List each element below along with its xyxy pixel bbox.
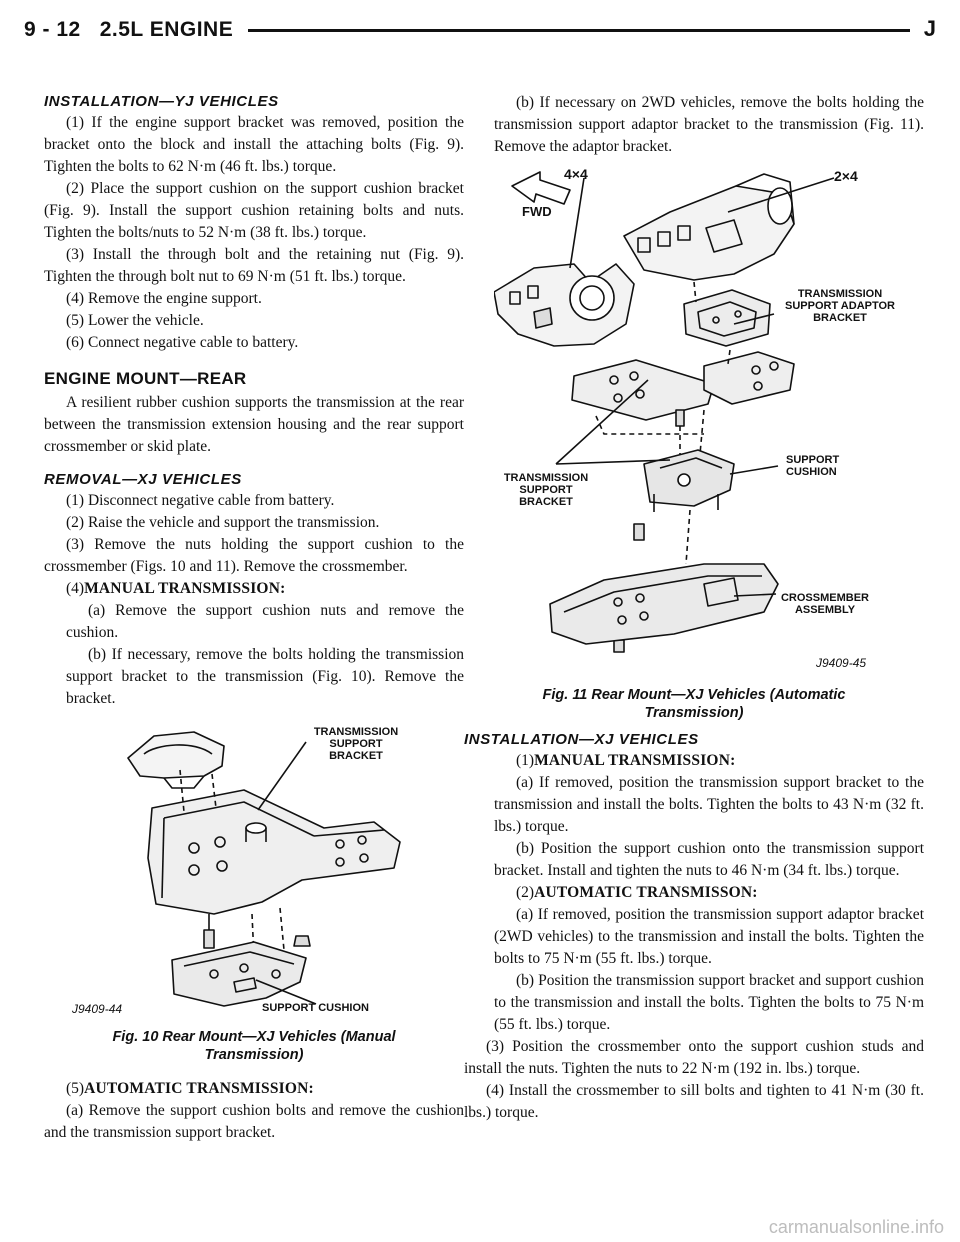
fig11-label-crossmember: CROSSMEMBER ASSEMBLY bbox=[780, 592, 869, 616]
step-install-2b: (b) Position the transmission support bracket and support cushion to the transmission and install the bolts. Tighten the bolts to 75 N·m (55 ft. lbs.) torque. bbox=[494, 972, 924, 1033]
step-removal-5: (5)AUTOMATIC TRANSMISSION: bbox=[66, 1080, 314, 1097]
step-install-1b: (b) Position the support cushion onto the transmission support bracket. Install and tighten the nuts to 46 N·m (34 ft. lbs.) torque. bbox=[494, 840, 924, 879]
install-automatic-label: AUTOMATIC TRANSMISSON: bbox=[534, 884, 758, 901]
figure-10 bbox=[44, 718, 464, 1078]
step-removal-4a: (a) Remove the support cushion nuts and remove the cushion. bbox=[66, 602, 464, 641]
header-rule bbox=[248, 29, 910, 32]
fig11-label-cushion: SUPPORT CUSHION bbox=[786, 454, 840, 478]
left-column bbox=[44, 92, 464, 1144]
fig10-caption: Fig. 10 Rear Mount—XJ Vehicles (Manual Transmission) bbox=[112, 1029, 396, 1063]
fig11-label-4x4: 4×4 bbox=[564, 166, 588, 182]
step-removal-2: (2) Raise the vehicle and support the transmission. bbox=[66, 514, 380, 531]
fig10-illustration bbox=[44, 718, 464, 1023]
install-manual-label: MANUAL TRANSMISSION: bbox=[534, 752, 736, 769]
fig11-label-fwd: FWD bbox=[522, 204, 552, 219]
step-yj-2: (2) Place the support cushion on the support cushion bracket (Fig. 9). Install the support cushion retaining bolts and nuts. Tighten the bolts/nuts to 52 N·m (38 ft. lbs.) torque. bbox=[44, 180, 464, 241]
fig11-caption: Fig. 11 Rear Mount—XJ Vehicles (Automatic Transmission) bbox=[542, 687, 846, 721]
mount-description: A resilient rubber cushion supports the transmission at the rear between the transmission extension housing and the rear support crossmember or skid plate. bbox=[44, 394, 464, 455]
step-yj-1: (1) If the engine support bracket was removed, position the bracket onto the block and install the attaching bolts (Fig. 9). Tighten the bolts to 62 N·m (46 ft. lbs.) torque. bbox=[44, 114, 464, 175]
section-title: 2.5L ENGINE bbox=[99, 18, 234, 41]
step-yj-6: (6) Connect negative cable to battery. bbox=[66, 334, 299, 351]
step-install-1a: (a) If removed, position the transmission support bracket to the transmission and install the bolts. Tighten the bolts to 43 N·m (32 ft. lbs.) torque. bbox=[494, 774, 924, 835]
page-header bbox=[20, 8, 940, 52]
fig11-id: J9409-45 bbox=[816, 656, 867, 670]
heading-installation-xj: INSTALLATION—XJ VEHICLES bbox=[464, 731, 699, 748]
step-install-4: (4) Install the crossmember to sill bolts and tighten to 41 N·m (30 ft. lbs.) torque. bbox=[464, 1082, 924, 1121]
right-column bbox=[464, 92, 924, 1124]
step-yj-3: (3) Install the through bolt and the retaining nut (Fig. 9). Tighten the through bolt nut to 69 N·m (51 ft. lbs.) torque. bbox=[44, 246, 464, 285]
step-yj-4: (4) Remove the engine support. bbox=[66, 290, 262, 307]
page-ref: 9 - 12 bbox=[24, 18, 81, 41]
heading-removal-xj: REMOVAL—XJ VEHICLES bbox=[44, 471, 242, 488]
fig11-label-2x4: 2×4 bbox=[834, 168, 858, 184]
heading-engine-mount-rear: ENGINE MOUNT—REAR bbox=[44, 369, 247, 388]
step-removal-4: (4)MANUAL TRANSMISSION: bbox=[66, 580, 286, 597]
fig10-label-cushion: SUPPORT CUSHION bbox=[262, 1002, 369, 1014]
step-removal-1: (1) Disconnect negative cable from battery. bbox=[66, 492, 335, 509]
step-install-3: (3) Position the crossmember onto the support cushion studs and install the nuts. Tighten the nuts to 22 N·m (192 in. lbs.) torque. bbox=[464, 1038, 924, 1077]
automatic-transmission-label: AUTOMATIC TRANSMISSION: bbox=[84, 1080, 314, 1097]
heading-installation-yj: INSTALLATION—YJ VEHICLES bbox=[44, 93, 279, 110]
step-install-2a: (a) If removed, position the transmission support adaptor bracket (2WD vehicles) to the transmission and install the bolts. Tighten the bolts to 75 N·m (55 ft. lbs.) torque. bbox=[494, 906, 924, 967]
figure-11 bbox=[494, 164, 924, 730]
step-yj-5: (5) Lower the vehicle. bbox=[66, 312, 204, 329]
fwd-arrow-icon bbox=[512, 172, 570, 204]
fig11-label-adaptor: TRANSMISSION SUPPORT ADAPTOR BRACKET bbox=[784, 288, 895, 324]
model-letter: J bbox=[923, 16, 936, 41]
step-removal-3: (3) Remove the nuts holding the support cushion to the crossmember (Figs. 10 and 11). Remove the crossmember. bbox=[44, 536, 464, 575]
watermark: carmanualsonline.info bbox=[768, 1217, 944, 1237]
step-install-2: (2)AUTOMATIC TRANSMISSON: bbox=[516, 884, 758, 901]
fig10-label-bracket: TRANSMISSION SUPPORT BRACKET bbox=[313, 726, 399, 762]
step-removal-5b: (b) If necessary on 2WD vehicles, remove the bolts holding the transmission support adaptor bracket to the transmission (Fig. 11). Remove the adaptor bracket. bbox=[494, 94, 924, 155]
step-removal-5a: (a) Remove the support cushion bolts and remove the cushion and the transmission support bracket. bbox=[44, 1102, 464, 1141]
step-install-1: (1)MANUAL TRANSMISSION: bbox=[516, 752, 736, 769]
manual-transmission-label: MANUAL TRANSMISSION: bbox=[84, 580, 286, 597]
fig11-label-bracket: TRANSMISSION SUPPORT BRACKET bbox=[503, 472, 589, 508]
page-ref-and-section bbox=[24, 18, 233, 42]
step-removal-4b: (b) If necessary, remove the bolts holding the transmission support bracket to the transmission (Fig. 10). Remove the bracket. bbox=[66, 646, 464, 707]
fig10-id: J9409-44 bbox=[72, 1002, 123, 1016]
